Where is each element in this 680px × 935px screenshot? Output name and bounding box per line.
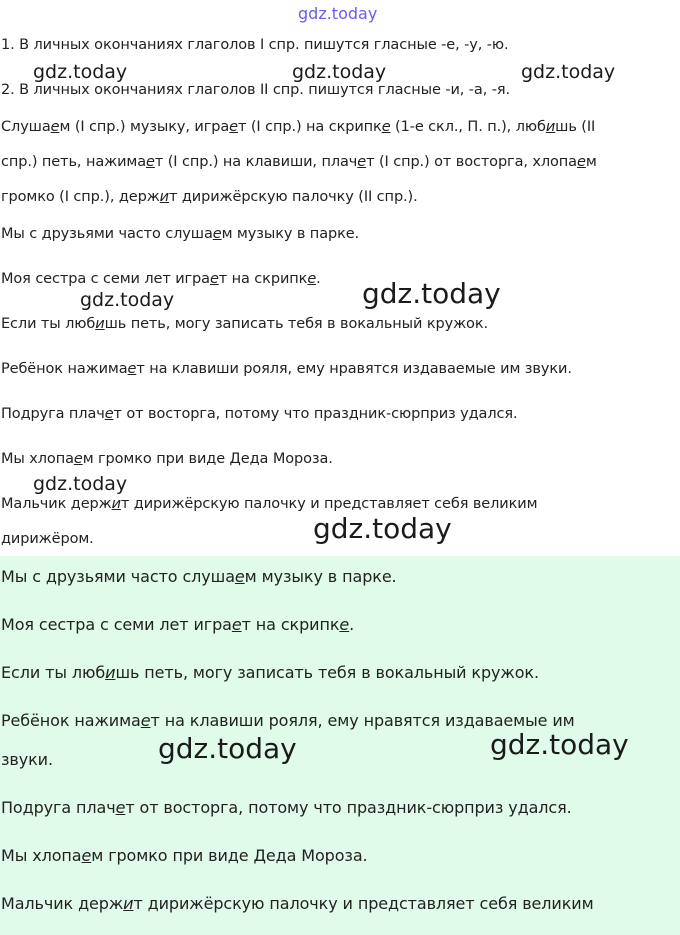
watermark: gdz.today [521,61,616,83]
green-sentence-6: Мы хлопаем громко при виде Деда Мороза. [1,846,368,865]
watermark: gdz.today [490,728,629,761]
analysis-line-2: спр.) петь, нажимает (I спр.) на клавиши, плачет (I спр.) от восторга, хлопаем [1,154,597,170]
watermark: gdz.today [80,289,175,311]
top-watermark: gdz.today [298,4,378,23]
green-sentence-3: Если ты любишь петь, могу записать тебя в вокальный кружок. [1,663,539,682]
watermark: gdz.today [33,61,128,83]
green-sentence-2: Моя сестра с семи лет играет на скрипке. [1,615,355,634]
green-sentence-4: Ребёнок нажимает на клавиши рояля, ему нравятся издаваемые им [1,711,575,730]
rule-2: 2. В личных окончаниях глаголов II спр. пишутся гласные -и, -а, -я. [1,82,510,98]
green-sentence-5: Подруга плачет от восторга, потому что праздник-сюрприз удался. [1,798,572,817]
sentence-4: Ребёнок нажимает на клавиши рояля, ему нравятся издаваемые им звуки. [1,361,572,377]
analysis-line-1: Слушаем (I спр.) музыку, играет (I спр.) на скрипке (1-е скл., П. п.), любишь (II [1,119,596,135]
green-sentence-4-cont: звуки. [1,750,53,769]
watermark: gdz.today [292,61,387,83]
green-sentence-7: Мальчик держит дирижёрскую палочку и представляет себя великим [1,894,594,913]
watermark: gdz.today [33,473,128,495]
sentence-1: Мы с друзьями часто слушаем музыку в парке. [1,226,360,242]
watermark: gdz.today [158,732,297,765]
sentence-7: Мальчик держит дирижёрскую палочку и представляет себя великим [1,496,538,512]
analysis-line-3: громко (I спр.), держит дирижёрскую палочку (II спр.). [1,189,418,205]
sentence-6: Мы хлопаем громко при виде Деда Мороза. [1,451,333,467]
rule-1: 1. В личных окончаниях глаголов I спр. пишутся гласные -е, -у, -ю. [1,37,509,53]
green-sentence-1: Мы с друзьями часто слушаем музыку в парке. [1,567,397,586]
sentence-3: Если ты любишь петь, могу записать тебя в вокальный кружок. [1,316,488,332]
sentence-7-cont: дирижёром. [1,531,94,547]
watermark: gdz.today [313,512,452,545]
sentence-5: Подруга плачет от восторга, потому что праздник-сюрприз удался. [1,406,518,422]
sentence-2: Моя сестра с семи лет играет на скрипке. [1,271,321,287]
watermark: gdz.today [362,277,501,310]
